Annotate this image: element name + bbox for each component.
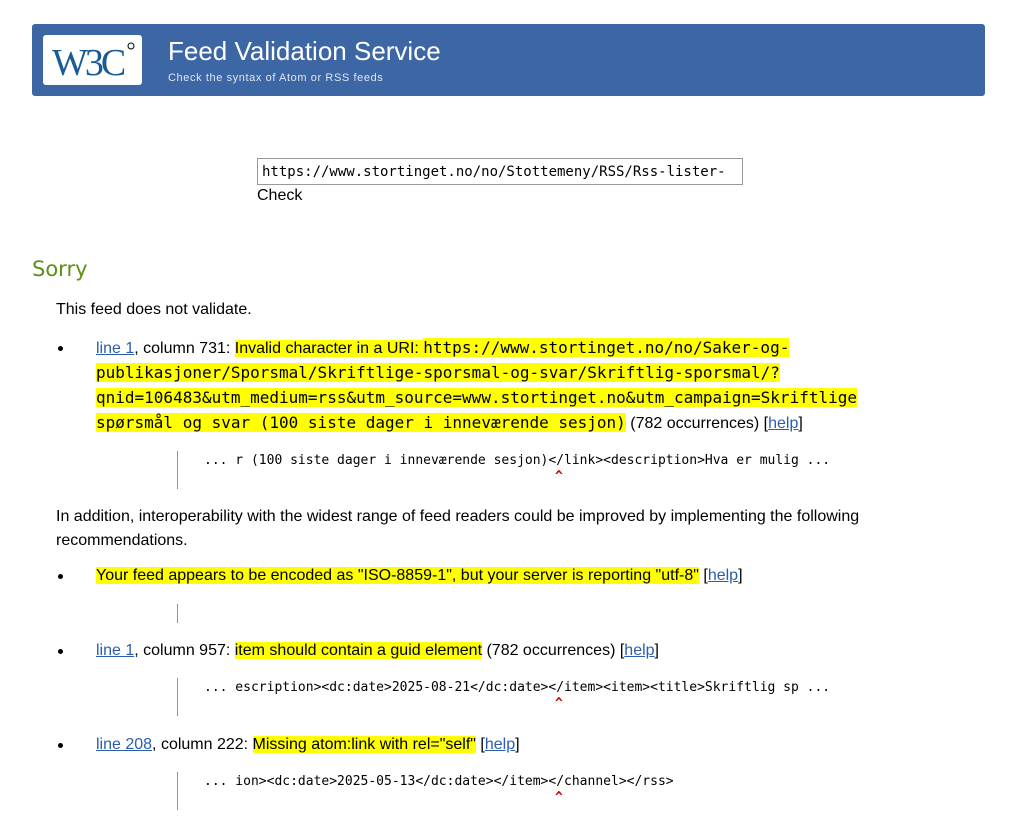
help-link[interactable]: help: [624, 642, 655, 659]
bracket-open: [: [698, 567, 708, 584]
help-link[interactable]: help: [484, 736, 516, 753]
list-bullet: [58, 574, 63, 579]
recommendation-message: Missing atom:link with rel="self": [252, 736, 476, 753]
check-button[interactable]: Check: [257, 187, 303, 204]
list-bullet: [58, 743, 63, 748]
error-line-link[interactable]: line 1: [96, 340, 135, 357]
list-bullet: [58, 649, 63, 654]
validation-status: This feed does not validate.: [56, 301, 252, 318]
page-subtitle: Check the syntax of Atom or RSS feeds: [168, 72, 384, 84]
help-link[interactable]: help: [768, 415, 799, 432]
recommendations-intro-cont: recommendations.: [56, 532, 188, 549]
recommendation-item: [96, 563, 743, 588]
error-column-text: , column 731:: [134, 340, 235, 357]
recommendation-occurrences: (782 occurrences) [: [482, 642, 625, 659]
header-banner: [32, 24, 985, 96]
error-uri-line: qnid=106483&utm_medium=rss&utm_source=www.stortinget.no&utm_campaign=Skriftlige: [96, 388, 857, 407]
list-bullet: [58, 346, 63, 351]
bracket-close: ]: [738, 567, 743, 584]
recommendation-caret: ^: [555, 790, 563, 805]
w3c-logo-icon: [43, 35, 142, 85]
error-message-lead: Invalid character in a URI:: [234, 340, 424, 357]
page-title: Feed Validation Service: [168, 36, 441, 66]
bracket-close: ]: [654, 642, 659, 659]
error-occurrences: (782 occurrences) [: [625, 415, 769, 432]
error-snippet: [177, 451, 858, 489]
recommendation-message: Your feed appears to be encoded as "ISO-8859-1", but your server is reporting "utf-8": [96, 567, 699, 584]
error-uri-line: publikasjoner/Sporsmal/Skriftlige-sporsmal-og-svar/Skriftlig-sporsmal/?: [96, 363, 780, 382]
recommendation-item: [96, 732, 520, 757]
recommendation-column-text: , column 222:: [152, 736, 253, 753]
recommendation-message: item should contain a guid element: [234, 642, 483, 659]
snippet-code: ... ion><dc:date>2025-05-13</dc:date></item></channel></rss>: [204, 774, 674, 789]
error-item-cont: [96, 385, 857, 411]
recommendation-snippet: [177, 772, 858, 810]
error-uri-line: https://www.stortinget.no/no/Saker-og-: [423, 338, 790, 357]
recommendation-item: [96, 638, 659, 663]
result-heading: Sorry: [32, 257, 88, 281]
recommendation-snippet: [177, 678, 858, 716]
snippet-code: ... escription><dc:date>2025-08-21</dc:date></item><item><title>Skriftlig sp ...: [204, 680, 831, 695]
w3c-logo-text: W3C: [52, 42, 124, 84]
recommendation-caret: ^: [555, 696, 563, 711]
feed-uri-input[interactable]: [257, 158, 743, 185]
bracket-close: ]: [798, 415, 803, 432]
help-link[interactable]: help: [707, 567, 739, 584]
w3c-logo[interactable]: [43, 35, 142, 85]
error-uri-line: spørsmål og svar (100 siste dager i inneværende sesjon): [96, 413, 626, 432]
recommendation-line-link[interactable]: line 208: [96, 736, 153, 753]
error-item: [96, 335, 789, 361]
recommendation-line-link[interactable]: line 1: [96, 642, 135, 659]
recommendation-column-text: , column 957:: [134, 642, 235, 659]
recommendations-intro: In addition, interoperability with the widest range of feed readers could be improved by implementing the following: [56, 508, 860, 525]
error-item-cont: [96, 410, 803, 436]
snippet-code: ... r (100 siste dager i inneværende sesjon)</link><description>Hva er mulig ...: [204, 453, 831, 468]
error-item-cont: [96, 360, 780, 386]
error-caret: ^: [555, 469, 563, 484]
recommendation-snippet: [177, 604, 858, 623]
bracket-close: ]: [515, 736, 520, 753]
bracket-open: [: [475, 736, 485, 753]
